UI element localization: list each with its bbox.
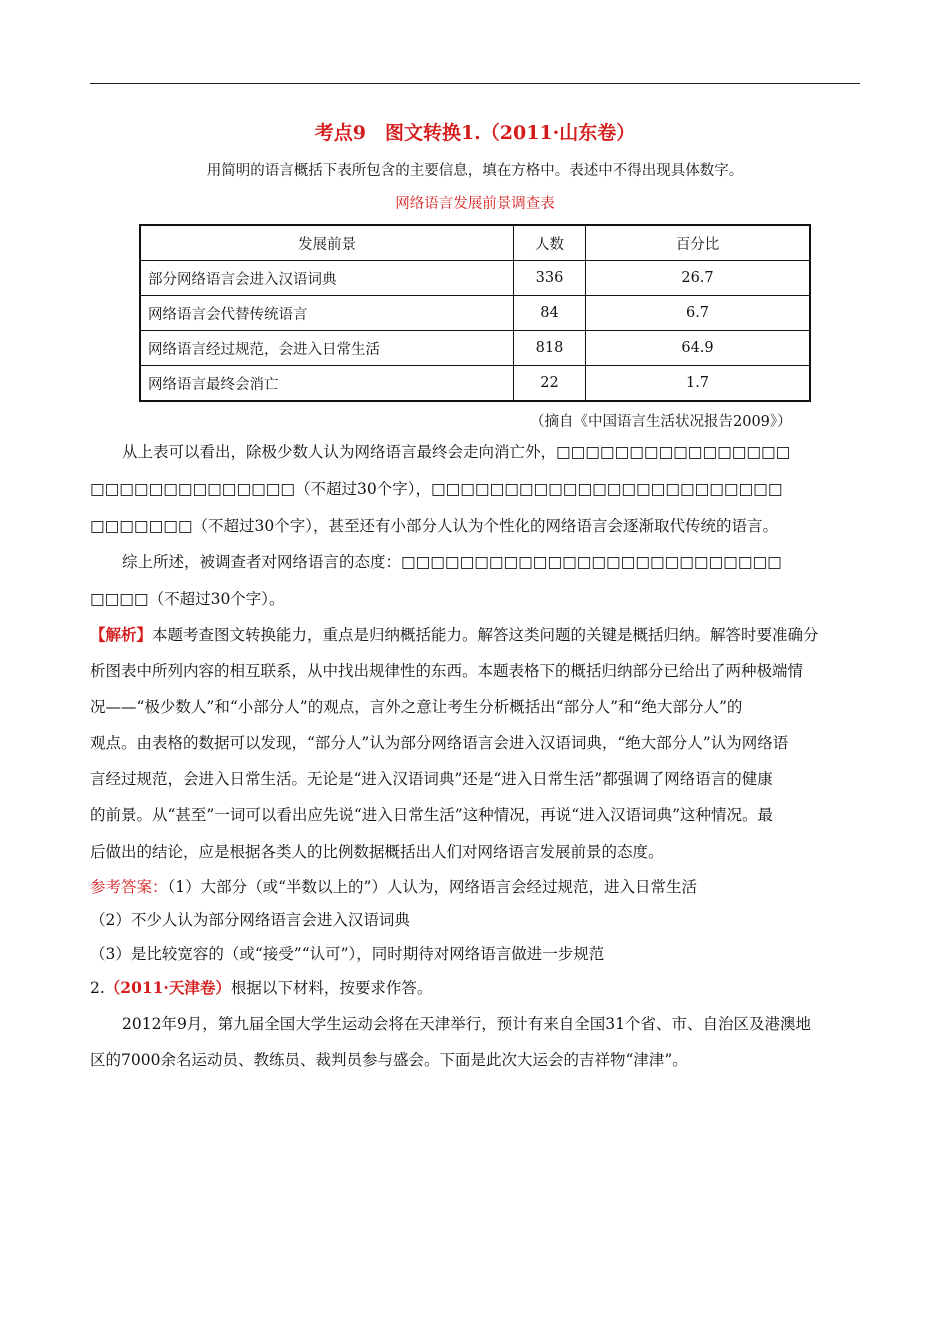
cell-count: 22 <box>514 366 586 402</box>
q2-instruction: 根据以下材料，按要求作答。 <box>230 979 433 997</box>
analysis-line: 观点。由表格的数据可以发现，“部分人”认为部分网络语言会进入汉语词典，“绝大部分人”认为网络语 <box>90 734 789 752</box>
answer-label: 参考答案： <box>90 878 168 896</box>
analysis-line: 后做出的结论，应是根据各类人的比例数据概括出人们对网络语言发展前景的态度。 <box>90 843 664 861</box>
analysis-label: 【解析】 <box>90 625 153 644</box>
q2-number: 2. <box>90 979 105 997</box>
cell-percent: 26.7 <box>586 261 811 296</box>
cell-percent: 6.7 <box>586 296 811 331</box>
question-line: □□□□□□□□□□□□□□（不超过30个字），□□□□□□□□□□□□□□□□□□□□□□□□ <box>90 480 783 498</box>
table-source: （摘自《中国语言生活状况报告2009》） <box>530 414 792 430</box>
q2-tag: （2011·天津卷） <box>104 978 231 997</box>
cell-prospect: 部分网络语言会进入汉语词典 <box>140 261 514 296</box>
analysis-line: 析图表中所列内容的相互联系，从中找出规律性的东西。本题表格下的概括归纳部分已给出了两种极端情 <box>90 662 804 680</box>
table-caption: 网络语言发展前景调查表 <box>395 196 555 212</box>
table-row <box>140 296 810 331</box>
q2-heading <box>90 978 860 998</box>
cell-prospect: 网络语言会代替传统语言 <box>140 296 514 331</box>
q2-line: 区的7000余名运动员、教练员、裁判员参与盛会。下面是此次大运会的吉祥物“津津”。 <box>90 1051 688 1069</box>
table-row <box>140 331 810 366</box>
answer-item: （1）大部分（或“半数以上的”）人认为，网络语言会经过规范，进入日常生活 <box>167 878 697 896</box>
question-instruction: 用简明的语言概括下表所包含的主要信息，填在方格中。表述中不得出现具体数字。 <box>206 163 744 179</box>
analysis-line: 的前景。从“甚至”一词可以看出应先说“进入日常生活”这种情况，再说“进入汉语词典”这种情况。最 <box>90 806 774 824</box>
q2-line: 2012年9月，第九届全国大学生运动会将在天津举行，预计有来自全国31个省、市、自治区及港澳地 <box>122 1015 812 1033</box>
question-line: 从上表可以看出，除极少数人认为网络语言最终会走向消亡外，□□□□□□□□□□□□□□□□ <box>122 443 791 461</box>
cell-percent: 1.7 <box>586 366 811 402</box>
cell-count: 818 <box>514 331 586 366</box>
cell-prospect: 网络语言最终会消亡 <box>140 366 514 402</box>
analysis-line: 况——“极少数人”和“小部分人”的观点，言外之意让考生分析概括出“部分人”和“绝大部分人”的 <box>90 698 743 716</box>
question-line: □□□□（不超过30个字）。 <box>90 590 285 608</box>
header-rule <box>90 83 860 84</box>
table-row <box>140 366 810 402</box>
page-title: 考点9 图文转换1.（2011·山东卷） <box>314 122 636 144</box>
question-line: □□□□□□□（不超过30个字），甚至还有小部分人认为个性化的网络语言会逐渐取代传统的语言。 <box>90 517 778 535</box>
answer-line: （3）是比较宽容的（或“接受”“认可”），同时期待对网络语言做进一步规范 <box>90 945 605 963</box>
analysis-line <box>90 625 860 645</box>
answer-line <box>90 877 860 897</box>
analysis-text: 本题考查图文转换能力，重点是归纳概括能力。解答这类问题的关键是概括归纳。解答时要准确分 <box>152 626 819 644</box>
survey-table <box>139 224 811 402</box>
cell-prospect: 网络语言经过规范，会进入日常生活 <box>140 331 514 366</box>
header-prospect: 发展前景 <box>140 225 514 261</box>
question-line: 综上所述，被调查者对网络语言的态度：□□□□□□□□□□□□□□□□□□□□□□□□□□ <box>122 553 782 571</box>
cell-count: 84 <box>514 296 586 331</box>
cell-count: 336 <box>514 261 586 296</box>
table-row <box>140 261 810 296</box>
cell-percent: 64.9 <box>586 331 811 366</box>
header-percent: 百分比 <box>586 225 811 261</box>
table-header-row <box>140 225 810 261</box>
answer-line: （2）不少人认为部分网络语言会进入汉语词典 <box>90 911 410 929</box>
analysis-line: 言经过规范，会进入日常生活。无论是“进入汉语词典”还是“进入日常生活”都强调了网络语言的健康 <box>90 770 773 788</box>
header-count: 人数 <box>514 225 586 261</box>
